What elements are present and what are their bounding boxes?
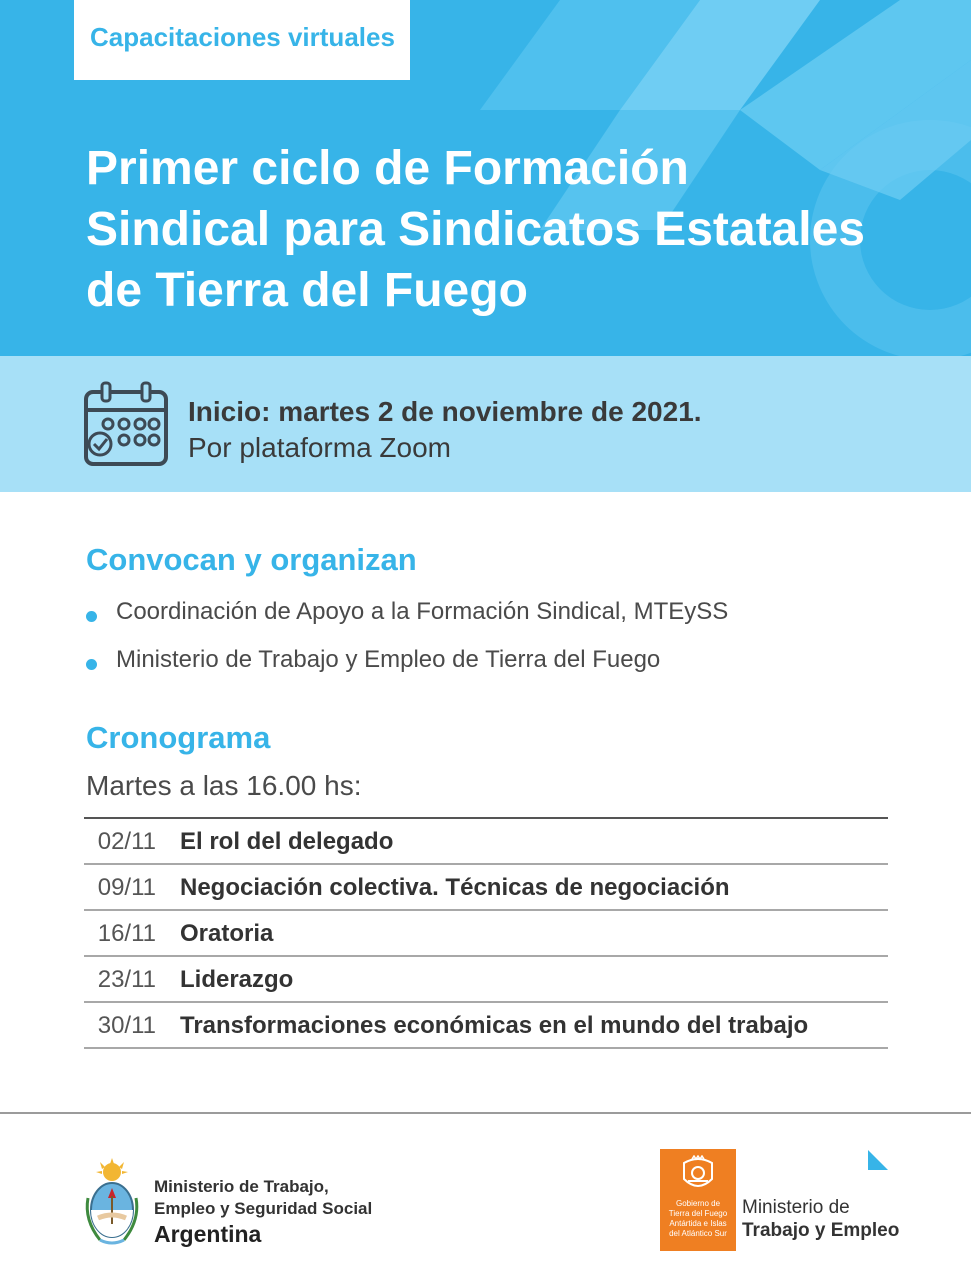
table-row [84, 1003, 888, 1049]
category-tag-label: Capacitaciones virtuales [90, 22, 395, 52]
session-date: 23/11 [97, 966, 156, 993]
session-topic: Transformaciones económicas en el mundo del trabajo [180, 1012, 809, 1039]
ministry-line: Trabajo y Empleo [742, 1220, 900, 1241]
logo-line: Gobierno de [675, 1199, 721, 1208]
ministry-line: Ministerio de [742, 1197, 850, 1218]
ministry-provincial-label [742, 1196, 899, 1242]
country-name: Argentina [154, 1221, 262, 1247]
ministry-line: Ministerio de Trabajo, [154, 1177, 329, 1196]
corner-triangle-icon [868, 1150, 888, 1170]
logo-line: del Atlántico Sur [669, 1229, 727, 1238]
logo-line: Antártida e Islas [669, 1219, 727, 1228]
session-topic: Negociación colectiva. Técnicas de negociación [180, 874, 730, 901]
calendar-check-icon [82, 380, 170, 470]
bullet-icon [86, 659, 97, 670]
table-row [84, 865, 888, 911]
organizer-name: Coordinación de Apoyo a la Formación Sindical, MTEySS [116, 598, 729, 625]
title-line: de Tierra del Fuego [86, 264, 528, 317]
schedule-table [84, 817, 888, 1049]
session-topic: Liderazgo [180, 966, 294, 993]
title-line: Primer ciclo de Formación [86, 142, 689, 195]
table-row [84, 957, 888, 1003]
schedule-time: Martes a las 16.00 hs: [86, 770, 362, 801]
bullet-icon [86, 611, 97, 622]
ministry-line: Empleo y Seguridad Social [154, 1199, 373, 1218]
schedule-heading: Cronograma [86, 720, 271, 755]
tierra-del-fuego-emblem-icon [678, 1155, 718, 1193]
organizer-name: Ministerio de Trabajo y Empleo de Tierra del Fuego [116, 646, 661, 673]
table-row [84, 911, 888, 957]
session-date: 16/11 [97, 920, 156, 947]
ministry-national-label [154, 1176, 372, 1249]
title-line: Sindical para Sindicatos Estatales [86, 203, 865, 256]
logo-line: Tierra del Fuego [668, 1209, 728, 1218]
hero-banner [0, 0, 971, 356]
organizers-heading: Convocan y organizan [86, 542, 417, 577]
session-topic: El rol del delegado [180, 828, 394, 855]
footer-divider [0, 1112, 971, 1114]
category-tag [74, 0, 410, 80]
tierra-del-fuego-caption [664, 1199, 732, 1239]
platform-info: Por plataforma Zoom [188, 432, 451, 463]
session-date: 30/11 [97, 1012, 156, 1039]
start-date: Inicio: martes 2 de noviembre de 2021. [188, 396, 702, 427]
session-topic: Oratoria [180, 920, 274, 947]
session-date: 09/11 [97, 874, 156, 901]
tierra-del-fuego-logo [660, 1149, 736, 1251]
argentina-coat-of-arms-icon [82, 1158, 142, 1250]
page-title [86, 138, 946, 321]
table-row [84, 819, 888, 865]
session-date: 02/11 [97, 828, 156, 855]
